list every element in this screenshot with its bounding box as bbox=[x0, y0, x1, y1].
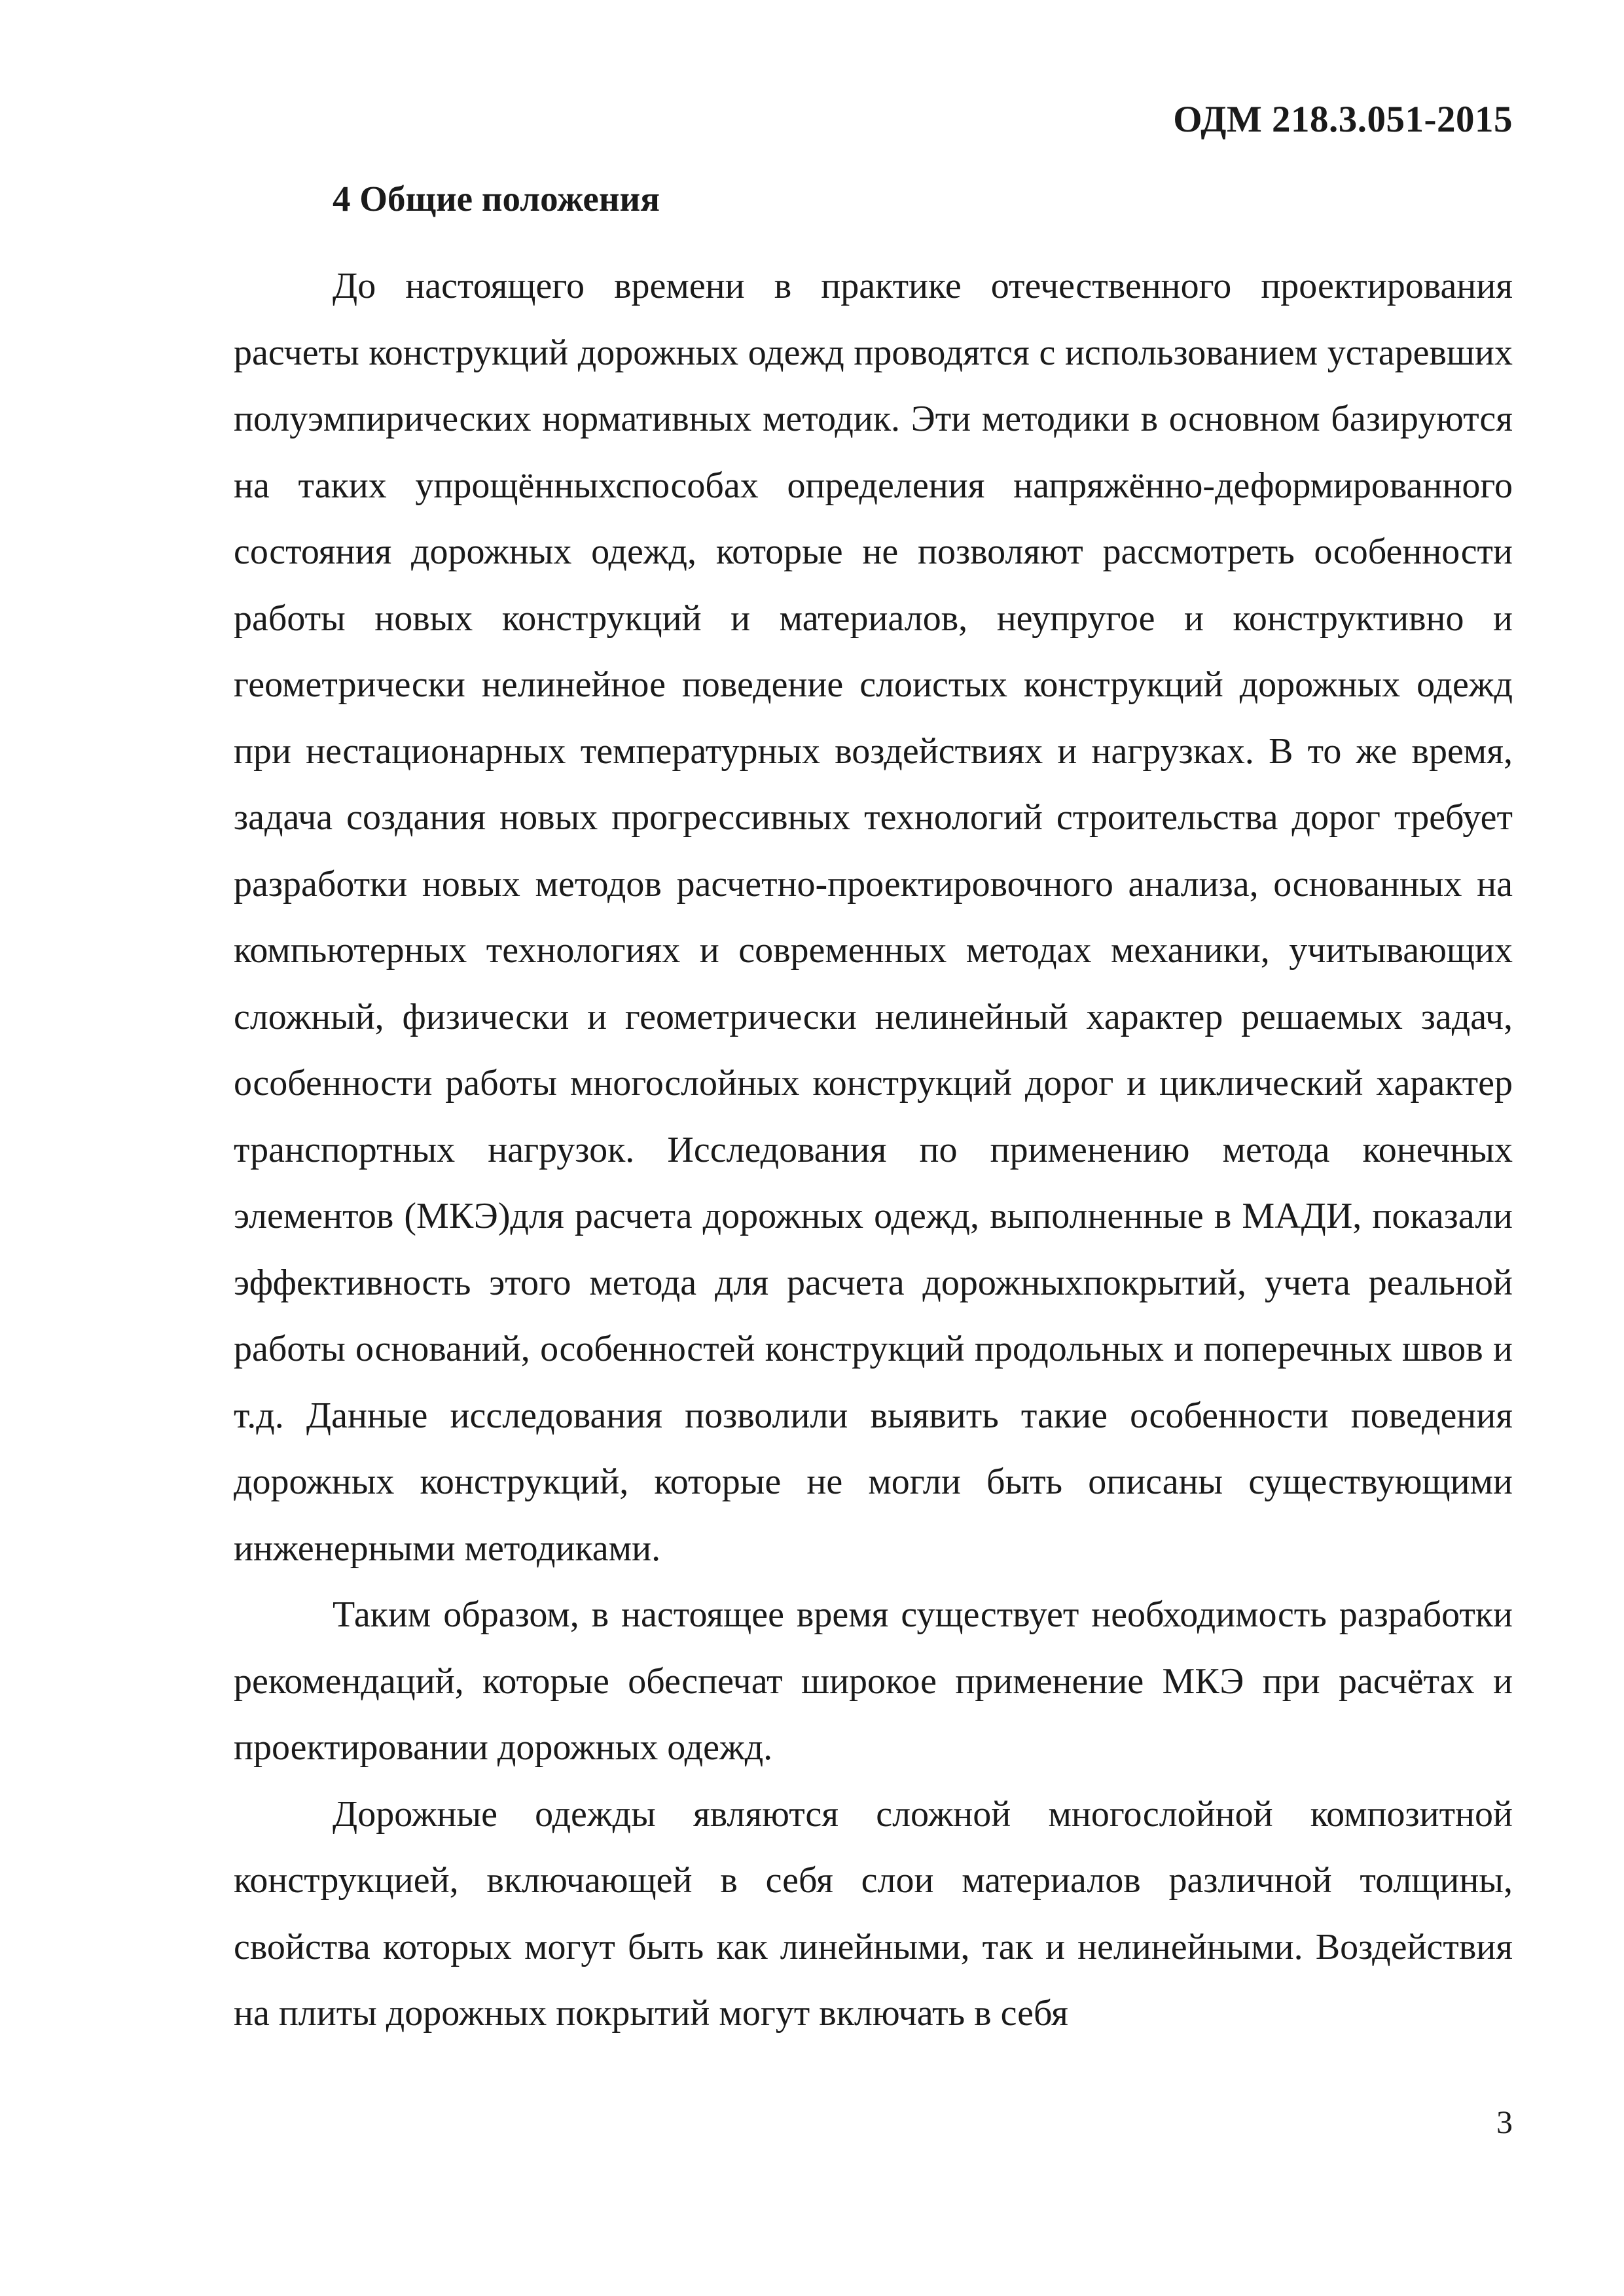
body-text bbox=[234, 253, 1513, 2047]
paragraph: До настоящего времени в практике отечественного проектирования расчеты конструкций дорожных одежд проводятся с использованием устаревших полуэмпирических нормативных методик. Эти методики в основном базируются на таких упрощённыхспособах определения напряжённо-деформированного состояния дорожных одежд, которые не позволяют рассмотреть особенности работы новых конструкций и материалов, неупругое и конструктивно и геометрически нелинейное поведение слоистых конструкций дорожных одежд при нестационарных температурных воздействиях и нагрузках. В то же время, задача создания новых прогрессивных технологий строительства дорог требует разработки новых методов расчетно-проектировочного анализа, основанных на компьютерных технологиях и современных методах механики, учитывающих сложный, физически и геометрически нелинейный характер решаемых задач, особенности работы многослойных конструкций дорог и циклический характер транспортных нагрузок. Исследования по применению метода конечных элементов (МКЭ)для расчета дорожных одежд, выполненные в МАДИ, показали эффективность этого метода для расчета дорожныхпокрытий, учета реальной работы оснований, особенностей конструкций продольных и поперечных швов и т.д. Данные исследования позволили выявить такие особенности поведения дорожных конструкций, которые не могли быть описаны существующими инженерными методиками. bbox=[234, 266, 1513, 1569]
document-code: ОДМ 218.3.051-2015 bbox=[1173, 99, 1513, 140]
page-number: 3 bbox=[1496, 2104, 1513, 2140]
paragraph: Таким образом, в настоящее время существует необходимость разработки рекомендаций, которые обеспечат широкое применение МКЭ при расчётах и проектировании дорожных одежд. bbox=[234, 1594, 1513, 1768]
paragraph: Дорожные одежды являются сложной многослойной композитной конструкцией, включающей в себя слои материалов различной толщины, свойства которых могут быть как линейными, так и нелинейными. Воздействия на плиты дорожных покрытий могут включать в себя bbox=[234, 1793, 1513, 2034]
section-heading: 4 Общие положения bbox=[333, 179, 660, 219]
